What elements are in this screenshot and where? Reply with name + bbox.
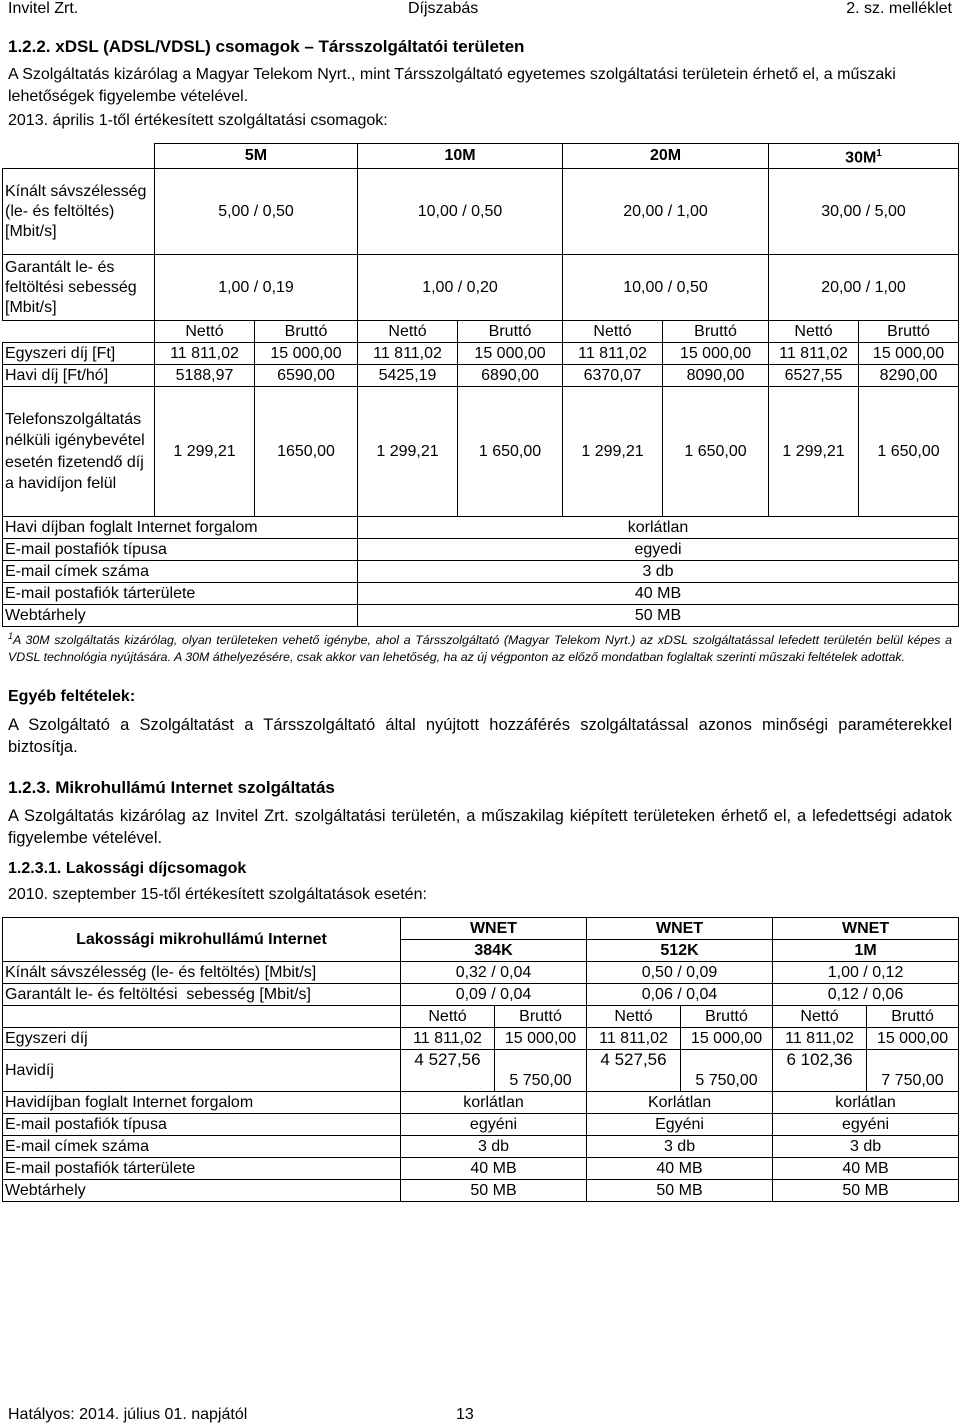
- onetime-label: Egyszeri díj: [3, 1028, 401, 1050]
- bandwidth-10m: 10,00 / 0,50: [358, 169, 563, 255]
- extra-label: Webtárhely: [3, 1180, 401, 1202]
- pkg-30m: $30M^1$: [769, 144, 959, 169]
- extra-value: 50 MB: [587, 1180, 773, 1202]
- brutto-header: Bruttó: [867, 1006, 959, 1028]
- extra-value: egyedi: [358, 539, 959, 561]
- extra-value: korlátlan: [773, 1092, 959, 1114]
- monthly-value: 6590,00: [255, 365, 358, 387]
- extra-value: 3 db: [401, 1136, 587, 1158]
- guaranteed-value: 0,12 / 0,06: [773, 984, 959, 1006]
- extra-value: egyéni: [773, 1114, 959, 1136]
- onetime-value: 11 811,02: [155, 343, 255, 365]
- footnote: $^1$A 30M szolgáltatás kizárólag, olyan területeken vehető igénybe, ahol a Társszolgáltató (Magyar Telekom Nyrt.) az xDSL szolgáltatással lefedett területén belül képes a VDSL technológia nyújtására. A 30M áthelyezésére, csak akkor van lehetőség, ha az új végponton az előző mondatban foglaltak szerinti műszaki feltételek adottak.: [8, 631, 952, 665]
- section1-intro: A Szolgáltatás kizárólag a Magyar Telekom Nyrt., mint Társszolgáltató egyetemes szolgáltatási területein érhető el, a műszaki lehetőségek figyelembe vételével.: [8, 66, 896, 105]
- brutto-header: Bruttó: [255, 321, 358, 343]
- extra-label: E-mail címek száma: [3, 1136, 401, 1158]
- brand-label: WNET: [401, 918, 587, 940]
- extra-value: egyéni: [401, 1114, 587, 1136]
- section1-title: 1.2.2. xDSL (ADSL/VDSL) csomagok – Társszolgáltatói területen: [8, 37, 525, 56]
- monthly-value: 7 750,00: [867, 1050, 959, 1092]
- extra-label: E-mail postafiók tárterülete: [3, 1158, 401, 1180]
- monthly-value: 8290,00: [859, 365, 959, 387]
- table-row: [3, 1028, 959, 1050]
- onetime-value: 11 811,02: [401, 1028, 495, 1050]
- extra-value: 40 MB: [358, 583, 959, 605]
- extra-value: korlátlan: [358, 517, 959, 539]
- nophone-value: 1 299,21: [155, 387, 255, 517]
- table-row: [3, 1114, 959, 1136]
- extra-value: Egyéni: [587, 1114, 773, 1136]
- brutto-header: Bruttó: [859, 321, 959, 343]
- monthly-value: 4 527,56: [401, 1050, 495, 1092]
- netto-header: Nettó: [401, 1006, 495, 1028]
- netto-header: Nettó: [769, 321, 859, 343]
- extra-label: E-mail postafiók típusa: [3, 1114, 401, 1136]
- guaranteed-30m: 20,00 / 1,00: [769, 255, 959, 321]
- table-row: [3, 984, 959, 1006]
- onetime-label: Egyszeri díj [Ft]: [3, 343, 155, 365]
- extra-label: Webtárhely: [3, 605, 358, 627]
- monthly-value: 6370,07: [563, 365, 663, 387]
- extra-label: Havi díjban foglalt Internet forgalom: [3, 517, 358, 539]
- onetime-value: 15 000,00: [663, 343, 769, 365]
- monthly-value: 6890,00: [458, 365, 563, 387]
- monthly-value: 8090,00: [663, 365, 769, 387]
- table-row: [3, 1158, 959, 1180]
- table-row: [3, 561, 959, 583]
- section2-subintro: 2010. szeptember 15-től értékesített szolgáltatások esetén:: [8, 886, 427, 903]
- brand-label: WNET: [773, 918, 959, 940]
- extra-value: Korlátlan: [587, 1092, 773, 1114]
- table-row: [3, 1092, 959, 1114]
- table-row: [3, 605, 959, 627]
- onetime-value: 15 000,00: [681, 1028, 773, 1050]
- table-row: [3, 1180, 959, 1202]
- brutto-header: Bruttó: [681, 1006, 773, 1028]
- onetime-value: 11 811,02: [563, 343, 663, 365]
- other-title: Egyéb feltételek:: [8, 688, 136, 705]
- table-row: [3, 517, 959, 539]
- nophone-value: 1650,00: [255, 387, 358, 517]
- monthly-value: 5 750,00: [495, 1050, 587, 1092]
- onetime-value: 15 000,00: [859, 343, 959, 365]
- nophone-value: 1 299,21: [563, 387, 663, 517]
- guaranteed-value: 0,09 / 0,04: [401, 984, 587, 1006]
- bandwidth-20m: 20,00 / 1,00: [563, 169, 769, 255]
- nophone-value: 1 650,00: [859, 387, 959, 517]
- doc-title: Díjszabás: [408, 0, 479, 17]
- onetime-value: 15 000,00: [255, 343, 358, 365]
- extra-label: E-mail postafiók tárterülete: [3, 583, 358, 605]
- extra-value: 40 MB: [401, 1158, 587, 1180]
- brutto-header: Bruttó: [458, 321, 563, 343]
- extra-label: Havidíjban foglalt Internet forgalom: [3, 1092, 401, 1114]
- wnet-table: [2, 917, 959, 1202]
- pkg-384k: 384K: [401, 940, 587, 962]
- bandwidth-value: 0,32 / 0,04: [401, 962, 587, 984]
- bandwidth-5m: 5,00 / 0,50: [155, 169, 358, 255]
- page-header: [8, 0, 952, 24]
- onetime-value: 15 000,00: [458, 343, 563, 365]
- table-row: [3, 387, 959, 517]
- table-row: [3, 365, 959, 387]
- guaranteed-value: 0,06 / 0,04: [587, 984, 773, 1006]
- nophone-label: Telefonszolgáltatás nélküli igénybevétel esetén fizetendő díj a havidíjon felül: [3, 387, 155, 517]
- netto-header: Nettó: [587, 1006, 681, 1028]
- extra-value: korlátlan: [401, 1092, 587, 1114]
- section2-intro: A Szolgáltatás kizárólag az Invitel Zrt. szolgáltatási területén, a műszakilag kiépített területeken érhető el, a lefedettségi adatok figyelembe vételével.: [8, 807, 952, 847]
- pkg-1m: 1M: [773, 940, 959, 962]
- page-number: 13: [456, 1406, 474, 1423]
- onetime-value: 11 811,02: [773, 1028, 867, 1050]
- onetime-value: 11 811,02: [587, 1028, 681, 1050]
- pkg-5m: 5M: [155, 144, 358, 169]
- extra-value: 3 db: [587, 1136, 773, 1158]
- nophone-value: 1 650,00: [663, 387, 769, 517]
- bandwidth-value: 0,50 / 0,09: [587, 962, 773, 984]
- extra-value: 3 db: [358, 561, 959, 583]
- bandwidth-label: Kínált sávszélesség (le- és feltöltés) [Mbit/s]: [3, 962, 401, 984]
- other-text: A Szolgáltató a Szolgáltatást a Társszolgáltató által nyújtott hozzáférés szolgáltatással azonos minőségi paraméterekkel biztosítja.: [8, 716, 952, 756]
- onetime-value: 11 811,02: [769, 343, 859, 365]
- effective-date: Hatályos: 2014. július 01. napjától: [8, 1406, 248, 1423]
- onetime-value: 11 811,02: [358, 343, 458, 365]
- pkg-10m: 10M: [358, 144, 563, 169]
- guaranteed-label: Garantált le- és feltöltési sebesség [Mbit/s]: [3, 255, 155, 321]
- extra-value: 50 MB: [773, 1180, 959, 1202]
- extra-label: E-mail postafiók típusa: [3, 539, 358, 561]
- monthly-value: 6527,55: [769, 365, 859, 387]
- guaranteed-20m: 10,00 / 0,50: [563, 255, 769, 321]
- xdsl-table: [2, 143, 959, 627]
- section1-subintro: 2013. április 1-től értékesített szolgáltatási csomagok:: [8, 112, 388, 129]
- monthly-value: 5425,19: [358, 365, 458, 387]
- appendix-label: 2. sz. melléklet: [846, 0, 952, 17]
- extra-value: 40 MB: [773, 1158, 959, 1180]
- table-row: [3, 539, 959, 561]
- table-row: [3, 1136, 959, 1158]
- nophone-value: 1 299,21: [358, 387, 458, 517]
- pkg-512k: 512K: [587, 940, 773, 962]
- netto-header: Nettó: [773, 1006, 867, 1028]
- monthly-label: Havidíj: [3, 1050, 401, 1092]
- onetime-value: 15 000,00: [495, 1028, 587, 1050]
- bandwidth-30m: 30,00 / 5,00: [769, 169, 959, 255]
- monthly-value: 5188,97: [155, 365, 255, 387]
- brutto-header: Bruttó: [663, 321, 769, 343]
- netto-header: Nettó: [358, 321, 458, 343]
- guaranteed-label: Garantált le- és feltöltési sebesség [Mbit/s]: [3, 984, 401, 1006]
- table-row: [3, 1050, 959, 1092]
- extra-label: E-mail címek száma: [3, 561, 358, 583]
- monthly-value: 4 527,56: [587, 1050, 681, 1092]
- brand-label: WNET: [587, 918, 773, 940]
- bandwidth-label: Kínált sávszélesség (le- és feltöltés) [Mbit/s]: [3, 169, 155, 255]
- table-row: [3, 583, 959, 605]
- bandwidth-value: 1,00 / 0,12: [773, 962, 959, 984]
- section2-title: 1.2.3. Mikrohullámú Internet szolgáltatás: [8, 778, 335, 797]
- netto-header: Nettó: [563, 321, 663, 343]
- extra-value: 50 MB: [401, 1180, 587, 1202]
- guaranteed-5m: 1,00 / 0,19: [155, 255, 358, 321]
- extra-value: 3 db: [773, 1136, 959, 1158]
- section2-subtitle: 1.2.3.1. Lakossági díjcsomagok: [8, 860, 247, 877]
- onetime-value: 15 000,00: [867, 1028, 959, 1050]
- pkg-20m: 20M: [563, 144, 769, 169]
- netto-header: Nettó: [155, 321, 255, 343]
- monthly-label: Havi díj [Ft/hó]: [3, 365, 155, 387]
- table-row: [3, 962, 959, 984]
- company-name: Invitel Zrt.: [8, 0, 79, 17]
- table-row: [3, 343, 959, 365]
- brutto-header: Bruttó: [495, 1006, 587, 1028]
- nophone-value: 1 650,00: [458, 387, 563, 517]
- monthly-value: 5 750,00: [681, 1050, 773, 1092]
- guaranteed-10m: 1,00 / 0,20: [358, 255, 563, 321]
- monthly-value: 6 102,36: [773, 1050, 867, 1092]
- nophone-value: 1 299,21: [769, 387, 859, 517]
- table2-title: Lakossági mikrohullámú Internet: [3, 918, 401, 962]
- extra-value: 40 MB: [587, 1158, 773, 1180]
- extra-value: 50 MB: [358, 605, 959, 627]
